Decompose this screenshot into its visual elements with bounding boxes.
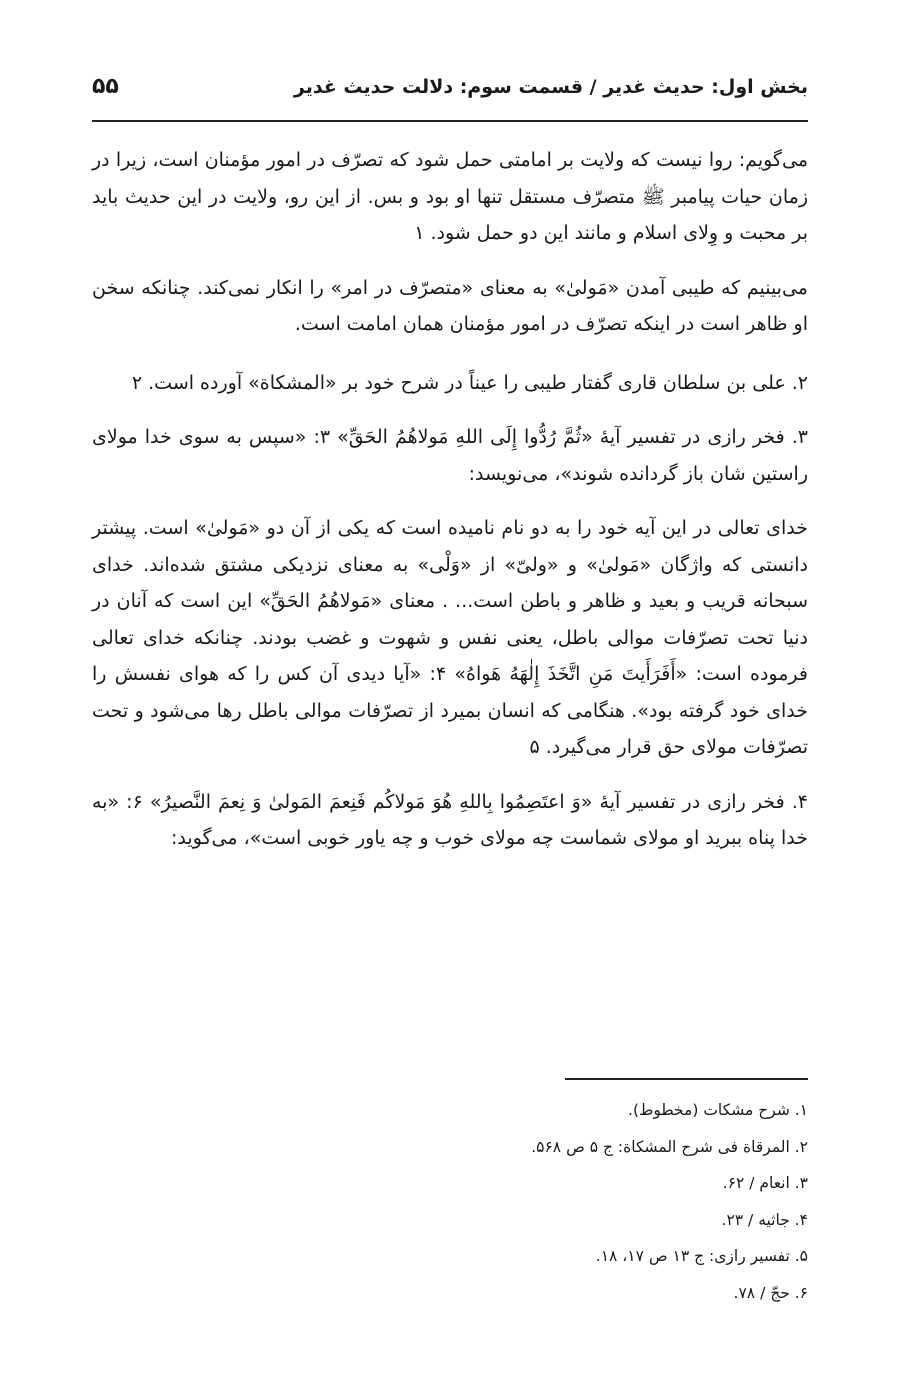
paragraph: ۴. فخر رازی در تفسیر آیهٔ «وَ اعتَصِمُوا بِاللهِ هُوَ مَولاكُم فَنِعمَ المَولىٰ وَ نِعمَ النَّصيرُ» ۶: «به خدا پناه ببرید او مولای شماست چه مولای خوب و چه یاور خوبی است»، می‌گوید: (92, 790, 808, 849)
paragraph: ۲. علی بن سلطان قاری گفتار طیبی را عیناً در شرح خود بر «المشکاة» آورده است. ۲ (131, 371, 808, 394)
paragraph: ۳. فخر رازی در تفسیر آیهٔ «ثُمَّ رُدُّوا إِلَى اللهِ مَولاهُمُ الحَقِّ» ۳: «سپس به سوی خدا مولای راستین شان باز گردانده شوند»، می‌نویسد: (92, 426, 808, 485)
main-text (92, 142, 808, 877)
footnotes (208, 1092, 808, 1311)
footnote: ۶. حجّ / ۷۸. (733, 1283, 808, 1302)
paragraph: می‌گویم: روا نیست که ولایت بر امامتی حمل شود که تصرّف در امور مؤمنان است، زیرا در زمان حیات پیامبر ﷺ متصرّف مستقل تنها او بود و بس. از این رو، ولایت در این حدیث باید بر محبت و وِلای اسلام و مانند این دو حمل شود. ۱ (92, 149, 808, 244)
paragraph: می‌بینیم که طیبی آمدن «مَولیٰ» به معنای «متصرّف در امر» را انکار نمی‌کند. چنانکه سخن او ظاهر است در اینکه تصرّف در امور مؤمنان همان امامت است. (92, 276, 808, 335)
header-title: بخش اول: حدیث غدیر / قسمت سوم: دلالت حدیث غدیر (293, 76, 808, 98)
paragraph: خدای تعالی در این آیه خود را به دو نام نامیده است که یکی از آن دو «مَولیٰ» است. پیشتر دانستی که واژگان «مَولیٰ» و «ولیّ» از «وَلْی» به معنای نزدیکی مشتق شده‌اند. خدای سبحانه قریب و بعید و ظاهر و باطن است... . معنای «مَولاهُمُ الحَقِّ» این است که آنان در دنیا تحت تصرّفات موالی باطل، یعنی نفس و شهوت و غضب بودند. چنانکه خدای تعالی فرموده است: «أَفَرَأَيتَ مَنِ اتَّخَذَ إِلٰهَهُ هَواهُ» ۴: «آیا دیدی آن کس را که هوای نفسش را خدای خود گرفته بود». هنگامی که انسان بمیرد از تصرّفات موالی باطل رها می‌شود و تحت تصرّفات مولای حق قرار می‌گیرد. ۵ (92, 517, 808, 758)
footnote: ۱. شرح مشکات (مخطوط). (628, 1101, 808, 1119)
footnote: ۳. انعام / ۶۲. (722, 1174, 808, 1192)
running-header (92, 70, 808, 122)
footnote: ۴. جاثیه / ۲۳. (721, 1210, 808, 1229)
footnote: ۵. تفسیر رازی: ج ۱۳ ص ۱۷، ۱۸. (595, 1247, 808, 1265)
page-number: ۵۵ (92, 74, 119, 99)
footnote: ۲. المرقاة فی شرح المشکاة: ج ۵ ص ۵۶۸. (531, 1137, 808, 1156)
footnote-divider (565, 1078, 808, 1080)
